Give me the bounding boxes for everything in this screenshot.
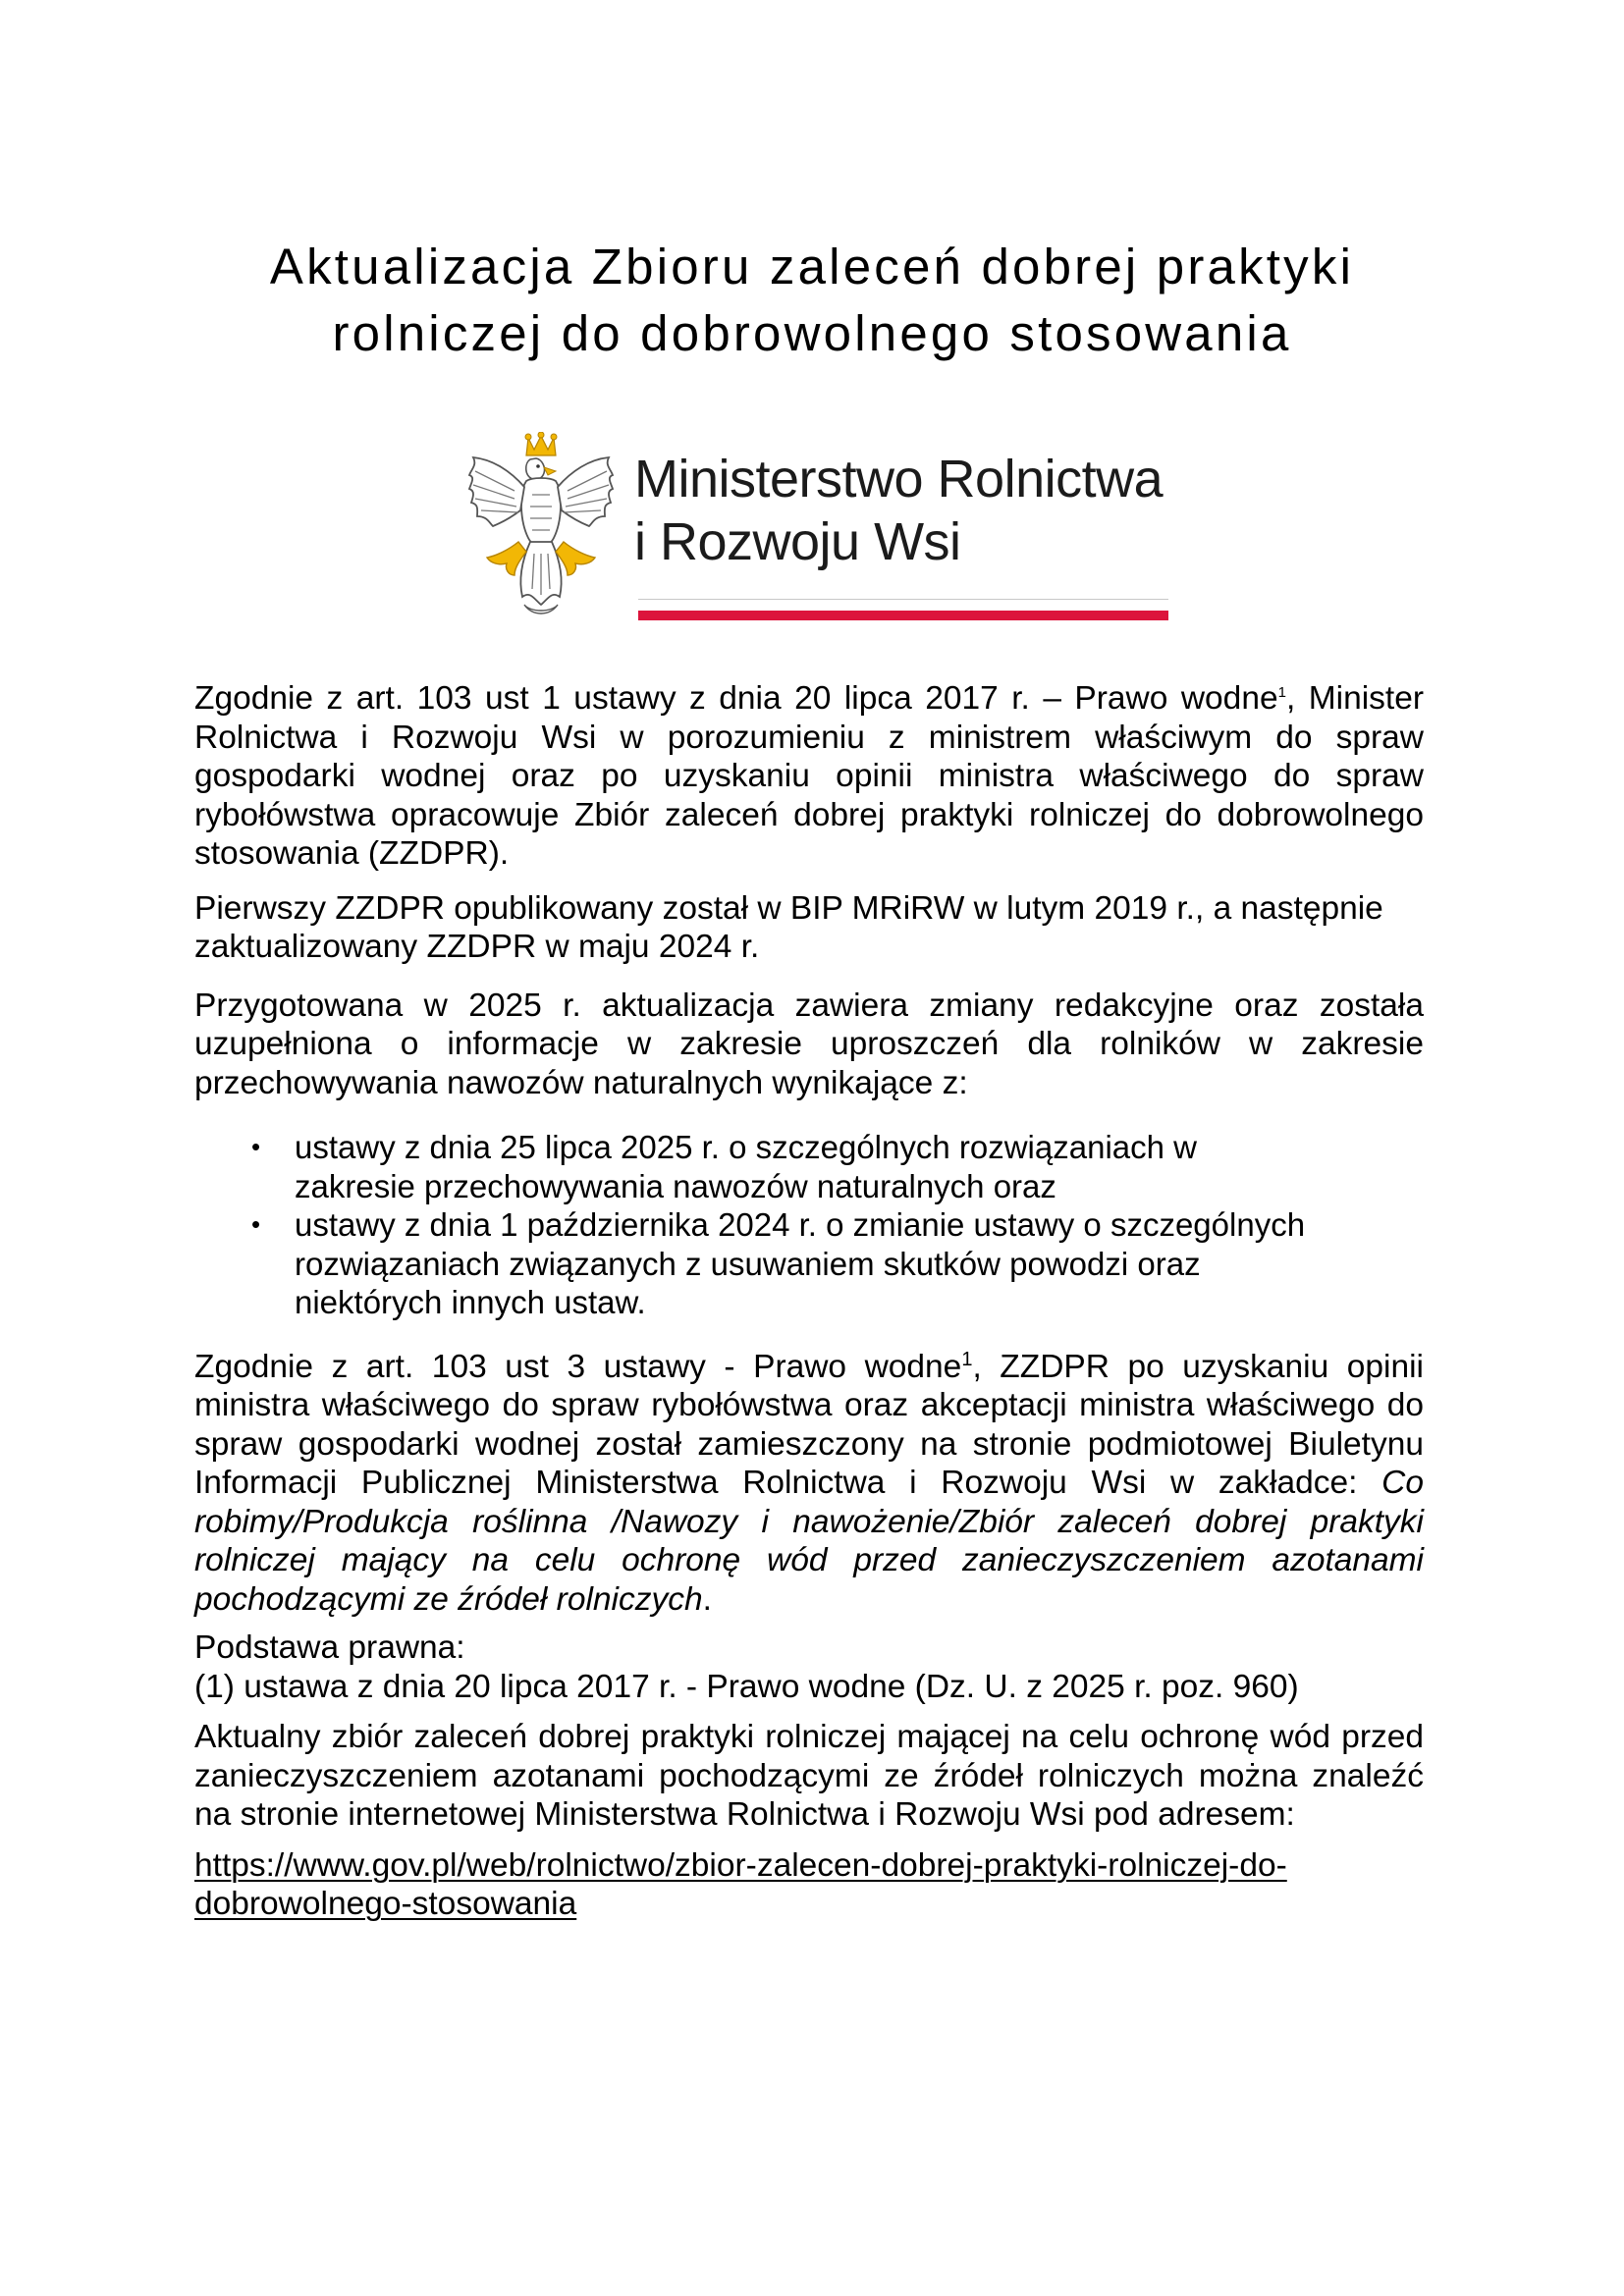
ministry-name <box>634 448 1184 573</box>
paragraph-legal-basis <box>194 1629 1424 1706</box>
p1-text-end: , Minister Rolnictwa i Rozwoju Wsi w porozumieniu z ministrem właściwym do spraw gospodarki wodnej oraz po uzyskaniu opinii ministra właściwego do spraw rybołówstwa opracowuje Zbiór zaleceń dobrej praktyki rolniczej do dobrowolnego stosowania (ZZDPR). <box>194 680 1424 872</box>
footnote-ref-1: 1 <box>1277 684 1286 701</box>
paragraph-publication-history: Pierwszy ZZDPR opublikowany został w BIP MRiRW w lutym 2019 r., a następnie zaktualizowany ZZDPR w maju 2024 r. <box>194 889 1383 965</box>
polish-eagle-icon <box>463 432 619 628</box>
list-item-text: ustawy z dnia 1 października 2024 r. o zmianie ustawy o szczególnych rozwiązaniach związanych z usuwaniem skutków powodzi oraz niektórych innych ustaw. <box>295 1206 1306 1320</box>
paragraph-update-2025: Przygotowana w 2025 r. aktualizacja zawiera zmiany redakcyjne oraz została uzupełniona o informacje w zakresie uproszczeń dla rolników w zakresie przechowywania nawozów naturalnych wynikające z: <box>194 987 1424 1101</box>
list-item <box>194 1128 1326 1205</box>
bullet-list <box>194 1128 1424 1322</box>
bullet-icon: • <box>251 1209 261 1239</box>
document-title <box>118 234 1506 367</box>
p1-text-start: Zgodnie z art. 103 ust 1 ustawy z dnia 20 lipca 2017 r. – Prawo wodne <box>194 680 1278 717</box>
ministry-name-line-2: i Rozwoju Wsi <box>634 512 961 571</box>
bullet-icon: • <box>251 1132 261 1161</box>
p4-text-end: . <box>702 1580 712 1618</box>
paragraph-bip-location <box>194 1348 1424 1620</box>
bip-tab-path: Co robimy/Produkcja roślinna /Nawozy i nawożenie/Zbiór zaleceń dobrej praktyki rolniczej mający na celu ochronę wód przed zanieczyszczeniem azotanami pochodzącymi ze źródeł rolniczych <box>194 1465 1424 1618</box>
ministry-name-line-1: Ministerstwo Rolnictwa <box>634 450 1164 508</box>
p4-text-middle: , ZZDPR po uzyskaniu opinii ministra właściwego do spraw rybołówstwa oraz akceptacji ministra właściwego do spraw gospodarki wodnej został zamieszczony na stronie podmiotowej Biuletynu Informacji Publicznej Ministerstwa Rolnictwa i Rozwoju Wsi w zakładce: <box>194 1348 1424 1501</box>
p4-text-start: Zgodnie z art. 103 ust 3 ustawy - Prawo wodne <box>194 1348 962 1385</box>
flag-red-stripe <box>638 611 1168 620</box>
gov-pl-link[interactable]: https://www.gov.pl/web/rolnictwo/zbior-zalecen-dobrej-praktyki-rolniczej-do-dobrowolnego-stosowania <box>194 1846 1287 1922</box>
legal-basis-label: Podstawa prawna: <box>194 1629 465 1666</box>
paragraph-legal-basis-intro <box>194 679 1424 874</box>
ministry-logo <box>463 432 1190 628</box>
paragraph-current-collection: Aktualny zbiór zaleceń dobrej praktyki rolniczej mającej na celu ochronę wód przed zanieczyszczeniem azotanami pochodzącymi ze źródeł rolniczych można znaleźć na stronie internetowej Ministerstwa Rolnictwa i Rozwoju Wsi pod adresem: <box>194 1719 1424 1833</box>
paragraph-link <box>194 1846 1424 1924</box>
footnote-ref-2: 1 <box>961 1348 973 1370</box>
title-line-1: Aktualizacja Zbioru zaleceń dobrej praktyki <box>269 239 1355 294</box>
list-item-text: ustawy z dnia 25 lipca 2025 r. o szczególnych rozwiązaniach w zakresie przechowywania nawozów naturalnych oraz <box>295 1129 1197 1204</box>
title-line-2: rolniczej do dobrowolnego stosowania <box>332 305 1292 361</box>
list-item <box>194 1205 1326 1322</box>
flag-white-stripe <box>638 599 1168 610</box>
legal-basis-item: (1) ustawa z dnia 20 lipca 2017 r. - Prawo wodne (Dz. U. z 2025 r. poz. 960) <box>194 1668 1299 1705</box>
document-body <box>194 679 1424 1924</box>
